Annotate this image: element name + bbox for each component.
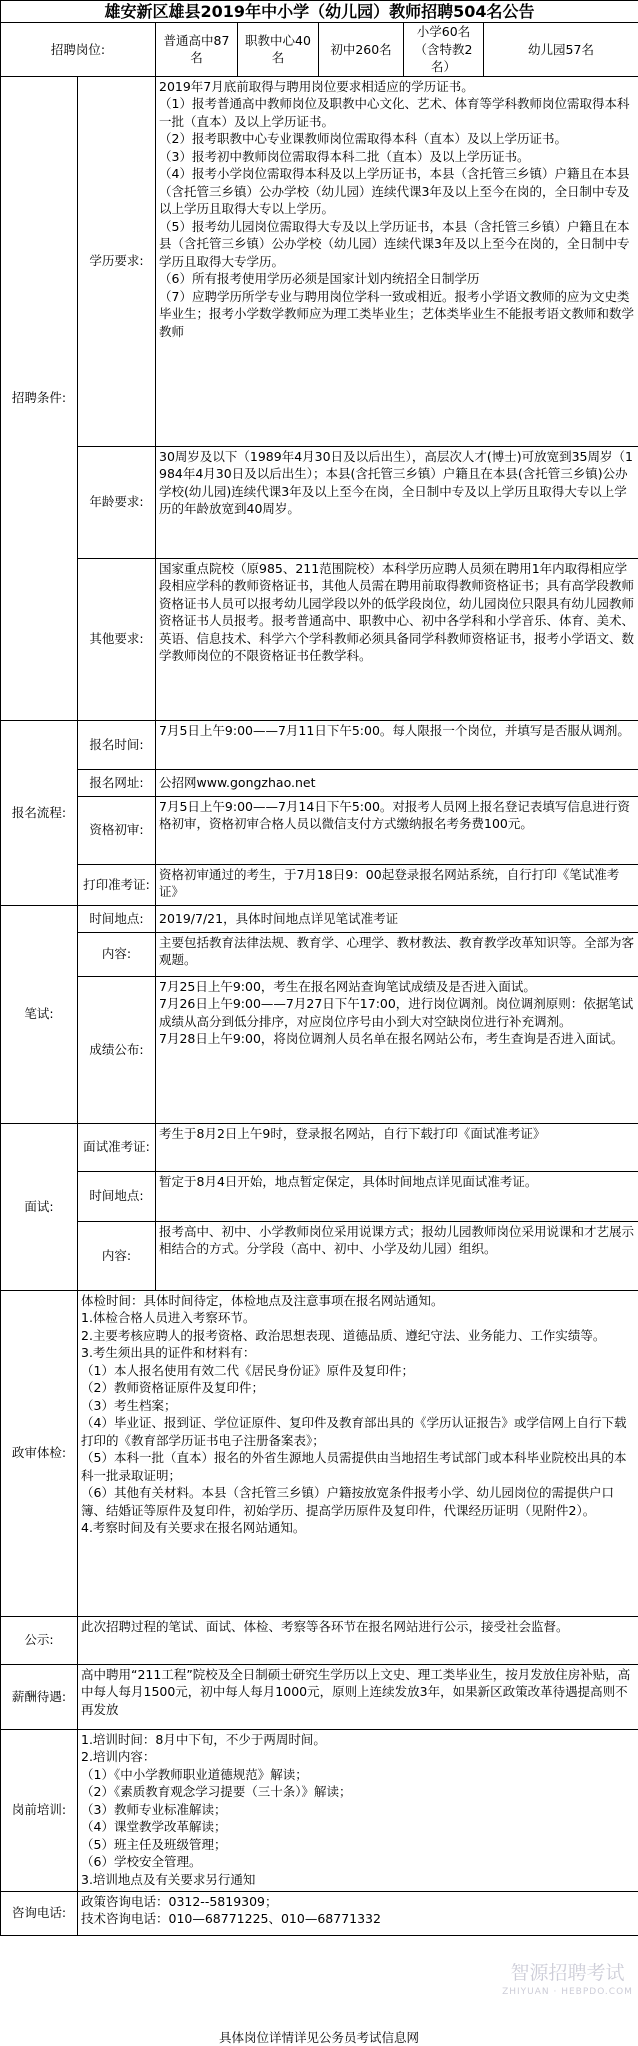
written-content-text: 主要包括教育法律法规、教育学、心理学、教材教法、教育教学改革知识等。全部为客观题。 xyxy=(156,932,638,976)
education-line: （1）报考普通高中教师岗位及职教中心文化、艺术、体育等学科教师岗位需取得本科一批（直本）及以上学历证书。 xyxy=(159,96,630,129)
contact-label: 咨询电话: xyxy=(1,1891,78,1935)
physical-line: （2）教师资格证原件及复印件； xyxy=(81,1380,264,1395)
position-high-school: 普通高中87名 xyxy=(156,23,238,77)
score-release-text xyxy=(156,976,638,1123)
signup-url-label: 报名网址: xyxy=(78,769,156,796)
salary-text: 高中聘用“211工程”院校及全日制硕士研究生学历以上文史、理工类毕业生，按月发放住房补贴，高中每人每月1500元，初中每人每月1000元，原则上连续发放3年，如果新区政策改革待遇提高则不再发放 xyxy=(78,1664,638,1729)
interview-content-text: 报考高中、初中、小学教师岗位采用说课方式；报幼儿园教师岗位采用说课和才艺展示相结合的方式。分学段（高中、初中、小学及幼儿园）组织。 xyxy=(156,1221,638,1290)
training-line: 1.培训时间：8月中下旬，不少于两周时间。 xyxy=(81,1731,326,1747)
physical-line: 4.考察时间及有关要求在报名网站通知。 xyxy=(81,1520,306,1535)
physical-label: 政审体检: xyxy=(1,1290,78,1616)
training-line: 2.培训内容： xyxy=(81,1749,156,1764)
physical-line: 2.主要考核应聘人的报考资格、政治思想表现、道德品质、遵纪守法、业务能力、工作实绩等。 xyxy=(81,1327,606,1343)
initial-review-text: 7月5日上午9:00——7月14日下午5:00。对报考人员网上报名登记表填写信息进行资格初审，资格初审合格人员以微信支付方式缴纳报名考务费100元。 xyxy=(156,796,638,864)
interview-time-text: 暂定于8月4日开始，地点暂定保定，具体时间地点详见面试准考证。 xyxy=(156,1171,638,1221)
score-release-line: 7月25日上午9:00，考生在报名网站查询笔试成绩及是否进入面试。 xyxy=(159,978,536,994)
written-content-label: 内容: xyxy=(78,932,156,976)
education-line: 2019年7月底前取得与聘用岗位要求相适应的学历证书。 xyxy=(159,78,474,94)
training-line: （2）《素质教育观念学习提要（三十条）》解读； xyxy=(81,1784,352,1799)
positions-label: 招聘岗位: xyxy=(1,23,156,77)
training-line: （3）教师专业标准解读； xyxy=(81,1801,227,1817)
written-time-label: 时间地点: xyxy=(78,905,156,932)
education-line: （5）报考幼儿园岗位需取得大专及以上学历证书，本县（含托管三乡镇）户籍且在本县（含托管三乡镇）公办学校（幼儿园）连续代课3年及以上至今在岗的，全日制中专学历且取得大专学历。 xyxy=(159,218,630,269)
watermark-subtext: ZHIYUAN · HEBPDO.COM xyxy=(502,1987,633,1997)
education-line: （3）报考初中教师岗位需取得本科二批（直本）及以上学历证书。 xyxy=(159,148,530,164)
interview-label: 面试: xyxy=(1,1123,78,1290)
physical-line: 体检时间：具体时间待定，体检地点及注意事项在报名网站通知。 xyxy=(81,1292,444,1308)
signup-time-label: 报名时间: xyxy=(78,720,156,769)
signup-time-text: 7月5日上午9:00——7月11日下午5:00。每人限报一个岗位，并填写是否服从调剂。 xyxy=(156,720,638,769)
physical-line: （5）本科一批（直本）报名的外省生源地人员需提供由当地招生考试部门或本科毕业院校出具的本科一批录取证明； xyxy=(81,1450,627,1483)
physical-line: （6）其他有关材料。本县（含托管三乡镇）户籍按放宽条件报考小学、幼儿园岗位的需提供户口簿、结婚证等原件及复印件，初始学历、提高学历原件及复印件，代课经历证明（见附件2）。 xyxy=(81,1485,614,1518)
physical-line: （1）本人报名使用有效二代《居民身份证》原件及复印件； xyxy=(81,1362,414,1378)
physical-line: 1.体检合格人员进入考察环节。 xyxy=(81,1310,256,1325)
print-ticket-text: 资格初审通过的考生，于7月18日9：00起登录报名网站系统，自行打印《笔试准考证》 xyxy=(156,864,638,905)
training-line: 3.培训地点及有关要求另行通知 xyxy=(81,1871,256,1887)
interview-content-label: 内容: xyxy=(78,1221,156,1290)
other-requirements: 国家重点院校（原985、211范围院校）本科学历应聘人员须在聘用1年内取得相应学段相应学科的教师资格证书，其他人员需在聘用前取得教师资格证书；具有高学段教师资格证书人员可以报考幼儿园学段以外的低学段岗位，幼儿园岗位只限具有幼儿园教师资格证书人员报考。报考普通高中、职教中心、初中各学科和小学音乐、体育、美术、英语、信息技术、科学六个学科教师必须具备同学科教师资格证书，报考小学语文、数学教师岗位的不限资格证书任教学科。 xyxy=(156,558,638,720)
physical-line: （3）考生档案； xyxy=(81,1397,177,1413)
conditions-label: 招聘条件: xyxy=(1,76,78,720)
tech-phone: 技术咨询电话：010—68771225、010—68771332 xyxy=(81,1911,381,1926)
training-line: （6）学校安全管理。 xyxy=(81,1854,202,1869)
education-line: （7）应聘学历所学专业与聘用岗位学科一致或相近。报考小学语文教师的应为文史类毕业生；报考小学数学教师应为理工类毕业生；艺体类毕业生不能报考语文教师和数学教师 xyxy=(159,288,635,339)
position-junior-high: 初中260名 xyxy=(319,23,404,77)
training-label: 岗前培训: xyxy=(1,1729,78,1891)
education-line: （4）报考小学岗位需取得本科及以上学历证书，本县（含托管三乡镇）户籍且在本县（含托管三乡镇）公办学校（幼儿园）连续代课3年及以上至今在岗的，全日制中专及以上学历且取得大专以上学历。 xyxy=(159,166,630,216)
education-label: 学历要求: xyxy=(78,76,156,446)
publicity-text: 此次招聘过程的笔试、面试、体检、考察等各环节在报名网站进行公示，接受社会监督。 xyxy=(78,1616,638,1664)
written-exam-label: 笔试: xyxy=(1,905,78,1123)
education-line: （6）所有报考使用学历必须是国家计划内统招全日制学历 xyxy=(159,271,480,286)
training-line: （4）课堂教学改革解读； xyxy=(81,1819,227,1834)
physical-text xyxy=(78,1290,638,1616)
print-ticket-label: 打印准考证: xyxy=(78,864,156,905)
age-requirements: 30周岁及以下（1989年4月30日及以后出生），高层次人才(博士)可放宽到35周岁（1984年4月30日及以后出生）；本县(含托管三乡镇）户籍且在本县(含托管三乡镇)公办学校(幼儿园)连续代课3年及以上至今在岗，全日制中专及以上学历且取得大专以上学历的年龄放宽到40周岁。 xyxy=(156,446,638,558)
process-label: 报名流程: xyxy=(1,720,78,905)
initial-review-label: 资格初审: xyxy=(78,796,156,864)
physical-line: （4）毕业证、报到证、学位证原件、复印件及教育部出具的《学历认证报告》或学信网上自行下载打印的《教育部学历证书电子注册备案表》； xyxy=(81,1415,627,1448)
physical-line: 3.考生须出具的证件和材料有： xyxy=(81,1345,256,1360)
other-label: 其他要求: xyxy=(78,558,156,720)
education-line: （2）报考职教中心专业课教师岗位需取得本科（直本）及以上学历证书。 xyxy=(159,131,567,146)
score-release-line: 7月28日上午9:00，将岗位调剂人员名单在报名网站公布，考生查询是否进入面试。 xyxy=(159,1031,624,1046)
interview-ticket-label: 面试准考证: xyxy=(78,1123,156,1171)
training-line: （5）班主任及班级管理； xyxy=(81,1836,227,1852)
position-primary: 小学60名（含特教2名） xyxy=(404,23,484,77)
interview-ticket-text: 考生于8月2日上午9时，登录报名网站，自行下载打印《面试准考证》 xyxy=(156,1123,638,1171)
page-title: 雄安新区雄县2019年中小学（幼儿园）教师招聘504名公告 xyxy=(1,1,638,23)
education-requirements xyxy=(156,76,638,446)
watermark-text: 智源招聘考试 xyxy=(510,1962,625,1984)
interview-time-label: 时间地点: xyxy=(78,1171,156,1221)
score-release-line: 7月26日上午9:00——7月27日下午17:00，进行岗位调剂。岗位调剂原则：依据笔试成绩从高分到低分排序，对应岗位序号由小到大对空缺岗位进行补充调剂。 xyxy=(159,996,634,1029)
publicity-label: 公示: xyxy=(1,1616,78,1664)
training-line: （1）《中小学教师职业道德规范》解读； xyxy=(81,1766,308,1782)
score-release-label: 成绩公布: xyxy=(78,976,156,1123)
written-time-text: 2019/7/21，具体时间地点详见笔试准考证 xyxy=(156,905,638,932)
position-vocational: 职教中心40名 xyxy=(238,23,319,77)
position-kindergarten: 幼儿园57名 xyxy=(484,23,638,77)
policy-phone: 政策咨询电话：0312--5819309； xyxy=(81,1893,278,1909)
salary-label: 薪酬待遇: xyxy=(1,1664,78,1729)
contact-text xyxy=(78,1891,638,1935)
footer-note: 具体岗位详情详见公务员考试信息网 xyxy=(218,2030,419,2045)
signup-url-text: 公招网www.gongzhao.net xyxy=(156,769,638,796)
age-label: 年龄要求: xyxy=(78,446,156,558)
watermark-logo xyxy=(500,1960,635,2015)
training-text xyxy=(78,1729,638,1891)
